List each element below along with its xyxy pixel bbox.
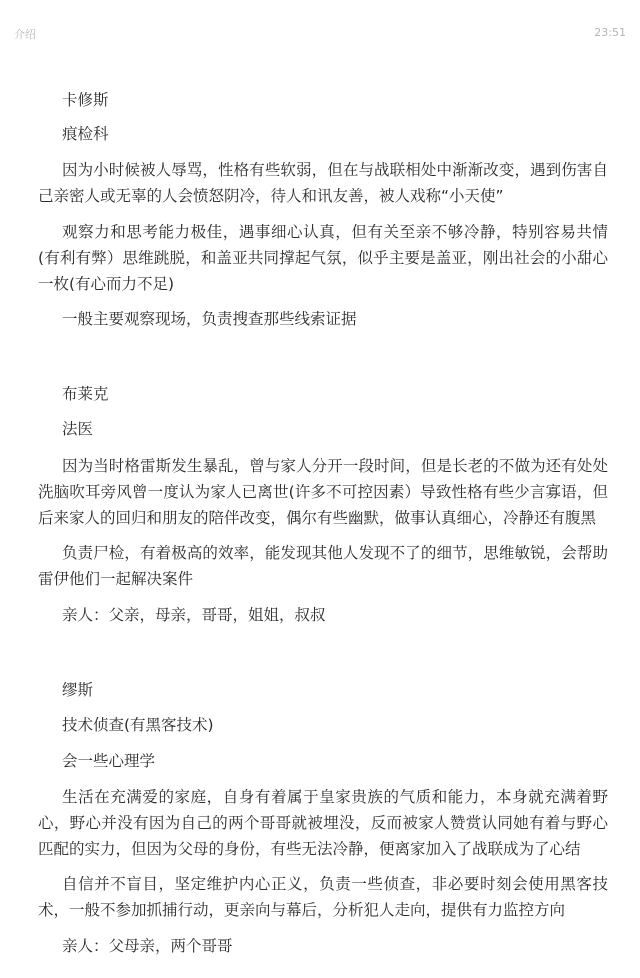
character-name: 布莱克 xyxy=(62,385,109,403)
page-title: 介绍 xyxy=(14,28,36,41)
paragraph: 亲人：父亲，母亲，哥哥，姐姐，叔叔 xyxy=(62,606,326,624)
character-name: 卡修斯 xyxy=(62,91,109,109)
status-time: 23:51 xyxy=(594,26,626,39)
paragraph: 自信并不盲目，坚定维护内心正义，负责一些侦查，非必要时刻会使用黑客技术，一般不参加抓捕行动，更亲向与幕后，分析犯人走向，提供有力监控方向 xyxy=(38,875,608,919)
paragraph: 亲人：父母亲，两个哥哥 xyxy=(62,937,233,955)
character-role: 痕检科 xyxy=(62,125,109,143)
paragraph: 观察力和思考能力极佳，遇事细心认真，但有关至亲不够冷静，特别容易共情(有利有弊）思维跳脱，和盖亚共同撑起气氛，似乎主要是盖亚，刚出社会的小甜心一枚(有心而力不足) xyxy=(38,223,608,293)
status-bar xyxy=(0,0,640,60)
character-role: 法医 xyxy=(62,420,94,438)
character-role: 技术侦查(有黑客技术) xyxy=(62,716,214,734)
paragraph: 因为小时候被人辱骂，性格有些软弱，但在与战联相处中渐渐改变，遇到伤害自己亲密人或无辜的人会愤怒阴冷，待人和讯友善，被人戏称“小天使” xyxy=(38,161,608,205)
paragraph: 因为当时格雷斯发生暴乱，曾与家人分开一段时间，但是长老的不做为还有处处洗脑吹耳旁风曾一度认为家人已离世(许多不可控因素）导致性格有些少言寡语，但后来家人的回归和朋友的陪伴改变，偶尔有些幽默，做事认真细心，冷静还有腹黑 xyxy=(38,457,608,527)
paragraph: 生活在充满爱的家庭，自身有着属于皇家贵族的气质和能力，本身就充满着野心，野心并没有因为自己的两个哥哥就被埋没，反而被家人赞赏认同她有着与野心匹配的实力，但因为父母的身份，有些无法冷静，便离家加入了战联成为了心结 xyxy=(38,788,608,858)
paragraph: 负责尸检，有着极高的效率，能发现其他人发现不了的细节，思维敏锐，会帮助雷伊他们一起解决案件 xyxy=(38,544,608,588)
character-name: 缪斯 xyxy=(62,681,94,699)
paragraph: 一般主要观察现场，负责搜查那些线索证据 xyxy=(62,310,357,328)
character-skill: 会一些心理学 xyxy=(62,752,156,770)
